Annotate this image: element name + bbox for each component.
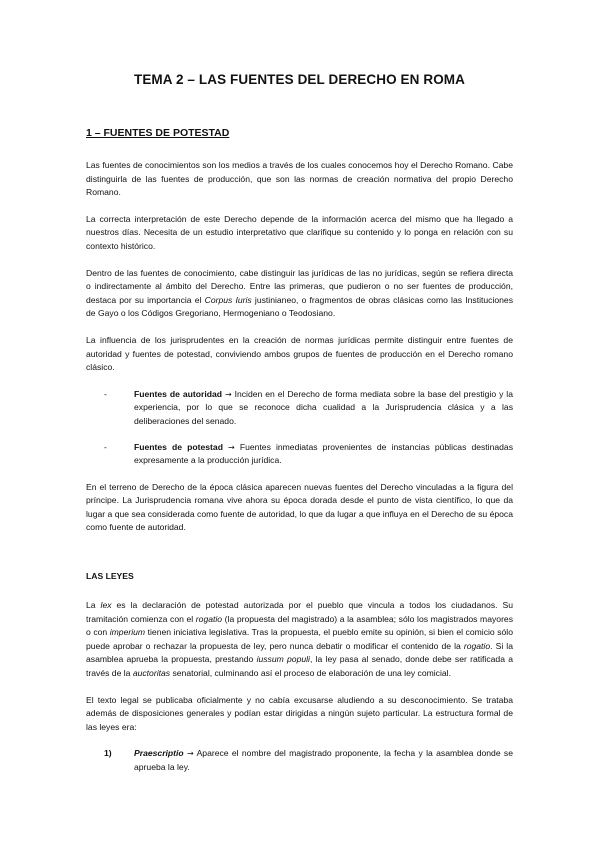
paragraph-1: Las fuentes de conocimientos son los medios a través de los cuales conocemos hoy el Derecho Romano. Cabe distinguirla de las fuentes de producción, que son las normas de creación normativa del propio Derecho Romano. [86,160,513,198]
bullet-text: Inciden en el Derecho de forma mediata sobre la base del prestigio y la experiencia, por lo que se reconoce dicha cualidad a la Jurisprudencia clásica y a las deliberaciones del senado. [134,388,513,426]
dash-bullet: - [104,441,107,452]
text-run: . Si la asamblea aprueba la propuesta, prestando [86,640,513,665]
italic-term: rogatio [463,640,491,651]
bullet-list [86,388,513,468]
italic-term: rogatio [195,613,223,624]
paragraph-2: La correcta interpretación de este Derecho depende de la información acerca del mismo que ha llegado a nuestros días. Necesita de un estudio interpretativo que clarifique su contenido y lo ponga en relación con su contexto histórico. [86,213,513,251]
paragraph-4: La influencia de los jurisprudentes en la creación de normas jurídicas permite distinguir entre fuentes de autoridad y fuentes de potestad, conviviendo ambos grupos de fuentes de producción en el Derecho romano clásico. [86,334,513,373]
item-term: Praescriptio [134,748,184,759]
text-run: justinianeo, o fragmentos de obras clásicas como las Instituciones de Gayo o los Códigos Gregoriano, Hermogeniano o Teodosiano. [86,294,513,319]
text-run: es la declaración de potestad autorizada por el pueblo que vincula a todos los ciudadanos. Su tramitación comienza con el [86,600,513,624]
bullet-term: Fuentes de autoridad [134,388,222,399]
arrow-icon: → [228,442,235,452]
item-text: Aparece el nombre del magistrado proponente, la fecha y la asamblea donde se aprueba la ley. [134,748,514,772]
bullet-item [104,388,513,429]
italic-term: imperium [109,627,146,638]
text-run: (la propuesta del magistrado) a la asamblea; sólo los magistrados mayores o con [86,613,514,638]
text-run: , la ley pasa al senado, donde debe ser ratificada a través de la [86,654,513,679]
italic-term: Corpus Iuris [204,294,252,305]
paragraph-3 [86,267,513,321]
bullet-item [104,441,513,468]
text-run: La [86,600,101,611]
arrow-icon: → [224,389,232,399]
subheading-leyes: LAS LEYES [86,571,134,582]
page-title: TEMA 2 – LAS FUENTES DEL DERECHO EN ROMA [133,72,466,87]
paragraph-6 [86,599,513,681]
arrow-icon: → [187,749,194,759]
text-run: Dentro de las fuentes de conocimiento, cabe distinguir las jurídicas de las no jurídicas, según se refiera directa o indirectamente al ámbito del Derecho. Entre las primeras, que pudieron o no ser fuentes de producción, destaca por su importancia el [86,267,513,305]
bullet-text: Fuentes inmediatas provenientes de instancias públicas destinadas expresamente a la producción jurídica. [134,441,514,466]
text-run: tienen iniciativa legislativa. Tras la propuesta, el pueblo emite su opinión, si bien el comicio sólo puede aprobar o rechazar la propuesta de ley, pero nunca debatir o modificar el contenido de la [86,627,513,651]
section-title: 1 – FUENTES DE POTESTAD [86,127,230,139]
italic-term: lex [100,600,112,611]
italic-term: iussum populi [256,654,310,665]
paragraph-5: En el terreno de Derecho de la época clásica aparecen nuevas fuentes del Derecho vinculadas a la figura del príncipe. La Jurisprudencia romana vive ahora su época dorada desde el punto de vista científico, lo que da lugar a que sea considerada como fuente de autoridad, lo que da lugar a que influya en el Derecho de su época como fuente de autoridad. [86,481,513,533]
italic-term: auctoritas [132,668,171,679]
paragraph-7: El texto legal se publicaba oficialmente y no cabía excusarse aludiendo a su desconocimiento. Se trataba además de disposiciones generales y podían estar dirigidas a ningún sujeto particular. La estructura formal de las leyes era: [86,694,513,732]
numbered-list [86,747,513,774]
numbered-item [104,747,513,774]
dash-bullet: - [104,388,107,399]
item-number: 1) [104,748,112,759]
text-run: senatorial, culminando así el proceso de elaboración de una ley comicial. [170,668,451,679]
bullet-term: Fuentes de potestad [134,441,223,452]
